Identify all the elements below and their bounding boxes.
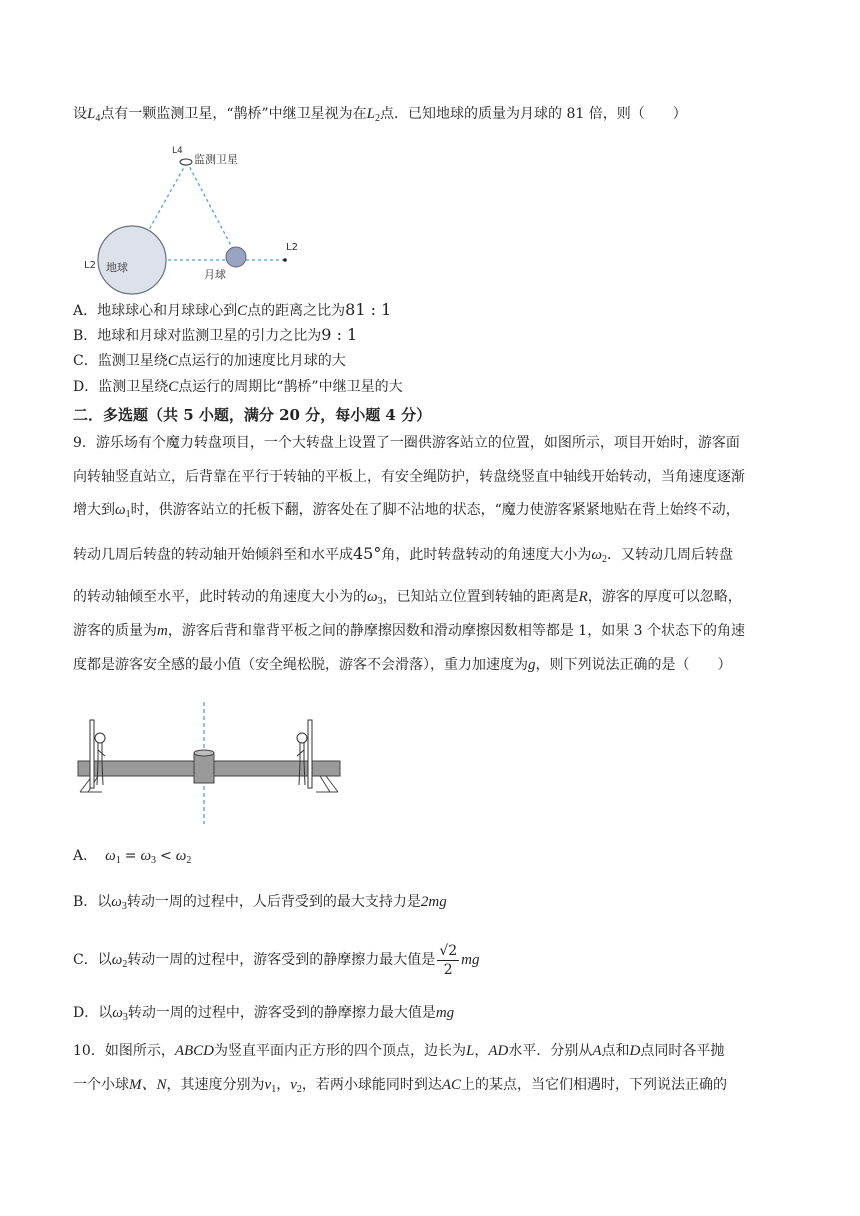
q10-l2-pre: 一个小球 <box>73 1077 129 1093</box>
q9-a-label: A． <box>73 848 98 864</box>
rotor-diagram <box>72 700 352 830</box>
omega-sub: 3 <box>377 596 383 607</box>
q9-option-a <box>73 846 191 871</box>
earth-circle <box>98 226 166 294</box>
omega2-symbol <box>112 952 128 968</box>
m-symbol: m <box>157 623 168 639</box>
q9-c-value: mg <box>461 952 480 968</box>
q9-l5-post: ，游客的厚度可以忽略， <box>587 589 742 605</box>
right-back-board <box>308 720 312 788</box>
q10-l2-mid: ，其速度分别为 <box>166 1077 265 1093</box>
omega3-symbol <box>140 848 156 864</box>
monitoring-satellite-icon <box>180 159 192 165</box>
q10-line-1 <box>73 1041 724 1061</box>
omega3-symbol <box>112 1005 128 1021</box>
q8-option-c <box>73 351 346 371</box>
q9-l3-post: 时，供游客站立的托板下翻，游客处在了脚不沾地的状态，“魔力使游客紧紧地贴在背上始终不动， <box>130 502 740 518</box>
omega1-symbol <box>105 848 121 864</box>
q8-b-text: B．地球和月球对监测卫星的引力之比为 <box>73 328 322 344</box>
q8-option-b <box>73 325 357 346</box>
q8-d-c-symbol: C <box>168 379 179 395</box>
l4-symbol <box>87 106 100 122</box>
q9-b-post: 转动一周的过程中，人后背受到的最大支持力是 <box>126 894 421 910</box>
hub-top <box>194 750 214 756</box>
q9-l7-pre: 度都是游客安全感的最小值（安全绳松脱，游客不会滑落），重力加速度为 <box>73 657 528 673</box>
l4-letter: L <box>87 106 96 122</box>
q10-l2-post: 上的某点，当它们相遇时，下列说法正确的 <box>461 1077 728 1093</box>
q9-l3-pre: 增大到 <box>73 502 115 518</box>
omega-sub: 3 <box>151 855 157 866</box>
omega3-symbol <box>111 894 127 910</box>
omega-sub: 1 <box>125 509 131 520</box>
label-l2-left: L2 <box>84 260 96 271</box>
v1-symbol <box>265 1077 277 1093</box>
omega2-symbol <box>591 547 607 563</box>
ac-symbol: AC <box>441 1077 462 1093</box>
g-symbol: g <box>528 657 536 673</box>
q8-c-text-pre: C．监测卫星绕 <box>73 353 168 369</box>
label-moon: 月球 <box>204 268 226 281</box>
q8-b-ratio: 9 : 1 <box>321 325 358 344</box>
omega1-symbol <box>115 502 131 518</box>
l2-point <box>283 258 287 262</box>
moon-circle <box>226 247 246 267</box>
label-l2-right: L2 <box>286 242 298 253</box>
q10-l2-mid2: ，若两小球能同时到达 <box>301 1077 442 1093</box>
q9-d-value: mg <box>435 1005 455 1021</box>
q9-option-d <box>73 1003 454 1028</box>
section-heading: 二．多选题（共 5 小题，满分 20 分，每小题 4 分） <box>73 406 432 424</box>
omega-sub: 2 <box>122 959 128 970</box>
v-glyph: v <box>264 1077 272 1093</box>
omega-glyph: ω <box>111 894 122 910</box>
q8-option-a <box>73 300 391 321</box>
left-person-icon <box>95 733 105 785</box>
less-than-sign: < <box>160 848 172 864</box>
q8-a-ratio: 81 : 1 <box>345 300 392 319</box>
omega-glyph: ω <box>105 848 116 864</box>
q10-l1-mid2: 水平．分别从 <box>508 1043 593 1059</box>
intro-text-post: 点．已知地球的质量为月球的 81 倍，则（ ） <box>380 106 687 122</box>
l4-subscript: 4 <box>95 113 101 124</box>
q8-c-text-post: 点运行的加速度比月球的大 <box>177 353 346 369</box>
v-glyph: v <box>290 1077 297 1093</box>
q9-l4-pre: 转动几周后转盘的转动轴开始倾斜至和水平成 <box>73 547 353 563</box>
comma: ， <box>276 1077 291 1093</box>
omega-sub: 1 <box>115 855 121 866</box>
omega-sub: 3 <box>122 1012 128 1023</box>
r-symbol: R <box>578 589 588 605</box>
q8-d-text-pre: D．监测卫星绕 <box>73 379 169 395</box>
equals-sign: = <box>124 848 137 864</box>
omega3-symbol <box>367 589 383 605</box>
mn-symbol: M、N <box>129 1077 167 1093</box>
q9-line-1: 9．游乐场有个魔力转盘项目，一个大转盘上设置了一圈供游客站立的位置，如图所示，项目开始时，游客面 <box>73 435 740 451</box>
q8-a-text-pre: A．地球球心和月球球心到 <box>73 303 238 319</box>
omega-sub: 2 <box>601 554 607 565</box>
intro-text-pre: 设 <box>73 106 87 122</box>
a-symbol: A <box>592 1043 602 1059</box>
q10-l1-pre: 10．如图所示， <box>73 1043 175 1059</box>
q9-l4-post: ．又转动几周后转盘 <box>606 547 733 563</box>
omega-sub: 3 <box>121 901 127 912</box>
q9-d-post: 转动一周的过程中，游客受到的静摩擦力最大值是 <box>127 1005 436 1021</box>
q9-b-pre: B．以 <box>73 894 112 910</box>
q9-line-4 <box>73 544 733 570</box>
q9-l5-pre: 的转动轴倾至水平，此时转动的角速度大小为的 <box>73 589 367 605</box>
lagrange-diagram <box>70 135 310 295</box>
l-symbol: L <box>466 1043 475 1059</box>
l2-subscript: 2 <box>375 113 381 124</box>
question-8-intro <box>73 104 687 129</box>
l2-letter: L <box>366 106 376 122</box>
q9-b-value: 2mg <box>420 894 447 910</box>
abcd-symbol: ABCD <box>174 1043 214 1059</box>
v2-symbol <box>290 1077 302 1093</box>
q9-line-6 <box>73 621 745 641</box>
omega-sub: 2 <box>186 855 192 866</box>
central-hub <box>194 753 214 783</box>
ad-symbol: AD <box>488 1043 509 1059</box>
q9-c-post: 转动一周的过程中，游客受到的静摩擦力最大值是 <box>127 952 436 968</box>
v-sub: 1 <box>271 1084 277 1095</box>
l4-moon-dashed-line <box>187 162 236 255</box>
q10-l1-post: 点同时各平抛 <box>640 1043 725 1059</box>
q8-c-c-symbol: C <box>167 353 178 369</box>
q9-line-5 <box>73 587 742 612</box>
q9-l7-post: ，则下列说法正确的是（ ） <box>535 657 732 673</box>
omega-glyph: ω <box>112 1005 123 1021</box>
v-sub: 2 <box>296 1084 302 1095</box>
q9-line-7 <box>73 655 732 675</box>
label-l4: L4 <box>172 146 183 156</box>
angle-45: 45° <box>353 544 382 563</box>
comma: ， <box>474 1043 489 1059</box>
q9-l4-mid: 角，此时转盘转动的角速度大小为 <box>381 547 592 563</box>
q8-a-text-post: 点的距离之比为 <box>247 303 346 319</box>
omega-glyph: ω <box>111 952 123 968</box>
q9-d-pre: D．以 <box>73 1005 113 1021</box>
fraction-numerator: √2 <box>439 942 458 959</box>
label-earth: 地球 <box>106 261 128 274</box>
omega-glyph: ω <box>140 848 152 864</box>
omega-glyph: ω <box>175 848 187 864</box>
d-symbol: D <box>629 1043 641 1059</box>
q8-option-d <box>73 377 403 397</box>
omega2-symbol <box>176 848 192 864</box>
q9-line-3 <box>73 500 740 525</box>
q10-line-2 <box>73 1075 727 1100</box>
q10-l1-mid3: 点和 <box>601 1043 630 1059</box>
fraction-denominator: 2 <box>443 961 453 978</box>
omega-glyph: ω <box>591 547 602 563</box>
q9-option-b <box>73 892 447 917</box>
q8-d-text-post: 点运行的周期比“鹊桥”中继卫星的大 <box>178 379 403 395</box>
q10-l1-mid: 为竖直平面内正方形的四个顶点，边长为 <box>214 1043 466 1059</box>
q9-option-c <box>73 940 479 985</box>
omega-glyph: ω <box>367 589 378 605</box>
fraction-sqrt2-over-2 <box>437 942 459 979</box>
q9-l6-pre: 游客的质量为 <box>73 623 157 639</box>
l2-symbol <box>367 106 380 122</box>
q9-c-pre: C．以 <box>73 952 112 968</box>
right-person-icon <box>297 733 307 785</box>
left-back-board <box>90 720 94 788</box>
q9-line-2: 向转轴竖直站立，后背靠在平行于转轴的平板上，有安全绳防护，转盘绕竖直中轴线开始转动，当角速度逐渐 <box>73 469 745 485</box>
omega-glyph: ω <box>115 502 126 518</box>
intro-text-mid: 点有一颗监测卫星，“鹊桥”中继卫星视为在 <box>100 106 367 122</box>
q8-a-c-symbol: C <box>237 303 248 319</box>
q9-l6-post: ，游客后背和靠背平板之间的静摩擦因数和滑动摩擦因数相等都是 1，如果 3 个状态下的角速 <box>167 623 746 639</box>
q9-l5-mid: ，已知站立位置到转轴的距离是 <box>382 589 579 605</box>
label-monitoring-satellite: 监测卫星 <box>194 153 238 166</box>
